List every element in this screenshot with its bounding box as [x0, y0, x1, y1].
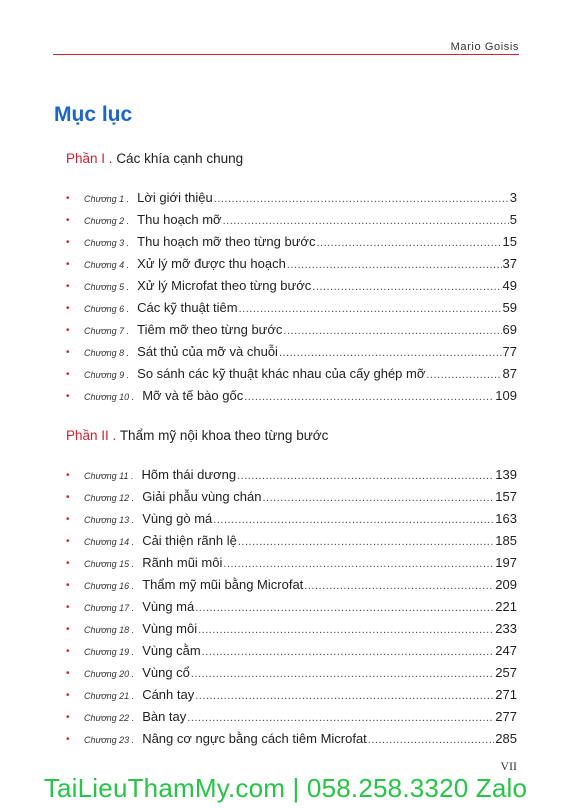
toc-entry[interactable] [66, 555, 517, 577]
chapter-label: Chương 20 . [84, 669, 135, 679]
chapter-title: Vùng má [142, 599, 195, 614]
dot-leader [244, 391, 494, 403]
dot-leader [426, 369, 501, 381]
bullet-icon: • [66, 690, 70, 701]
toc-entry[interactable] [66, 366, 517, 388]
chapter-title: Vùng môi [142, 621, 198, 636]
toc-entry[interactable] [66, 731, 517, 753]
bullet-icon: • [66, 734, 70, 745]
dot-leader [191, 668, 494, 680]
chapter-page-number: 247 [495, 643, 517, 658]
chapter-label: Chương 13 . [84, 515, 135, 525]
toc-entry[interactable] [66, 599, 517, 621]
chapter-label: Chương 12 . [84, 493, 135, 503]
toc-entry[interactable] [66, 300, 517, 322]
chapter-page-number: 277 [495, 709, 517, 724]
chapter-title: Mỡ và tế bào gốc [142, 388, 244, 403]
chapter-page-number: 37 [502, 256, 517, 271]
toc-entry[interactable] [66, 190, 517, 212]
chapter-page-number: 163 [495, 511, 517, 526]
chapter-title: Nâng cơ ngực bằng cách tiêm Microfat [142, 731, 367, 746]
bullet-icon: • [66, 514, 70, 525]
part-title: Thẩm mỹ nội khoa theo từng bước [119, 428, 329, 443]
toc-entry[interactable] [66, 643, 517, 665]
dot-leader [368, 734, 495, 746]
chapter-title: Vùng cổ [142, 665, 190, 680]
chapter-page-number: 185 [495, 533, 517, 548]
bullet-icon: • [66, 347, 70, 358]
toc-entry[interactable] [66, 621, 517, 643]
toc-entry[interactable] [66, 489, 517, 511]
chapter-page-number: 69 [502, 322, 517, 337]
chapter-title: So sánh các kỹ thuật khác nhau của cấy ghép mỡ [137, 366, 426, 381]
chapter-page-number: 77 [502, 344, 517, 359]
chapter-label: Chương 15 . [84, 559, 135, 569]
toc-entry[interactable] [66, 256, 517, 278]
toc-list-part-1 [66, 190, 517, 410]
chapter-title: Vùng cằm [142, 643, 201, 658]
toc-entry[interactable] [66, 511, 517, 533]
toc-entry[interactable] [66, 577, 517, 599]
page-number: VII [500, 759, 517, 773]
dot-leader [283, 325, 501, 337]
bullet-icon: • [66, 281, 70, 292]
bullet-icon: • [66, 470, 70, 481]
chapter-page-number: 139 [495, 467, 517, 482]
chapter-page-number: 15 [502, 234, 517, 249]
toc-entry[interactable] [66, 687, 517, 709]
chapter-label: Chương 1 . [84, 194, 130, 204]
toc-entry[interactable] [66, 533, 517, 555]
header-rule [53, 54, 519, 55]
chapter-title: Rãnh mũi môi [142, 555, 223, 570]
chapter-label: Chương 5 . [84, 282, 130, 292]
bullet-icon: • [66, 215, 70, 226]
dot-leader [202, 646, 495, 658]
chapter-label: Chương 19 . [84, 647, 135, 657]
chapter-page-number: 209 [495, 577, 517, 592]
chapter-title: Vùng gò má [142, 511, 213, 526]
dot-leader [187, 712, 494, 724]
chapter-label: Chương 18 . [84, 625, 135, 635]
chapter-page-number: 5 [509, 212, 517, 227]
toc-entry[interactable] [66, 665, 517, 687]
dot-leader [213, 514, 494, 526]
chapter-page-number: 59 [502, 300, 517, 315]
toc-entry[interactable] [66, 212, 517, 234]
bullet-icon: • [66, 580, 70, 591]
toc-entry[interactable] [66, 234, 517, 256]
chapter-label: Chương 6 . [84, 304, 130, 314]
dot-leader [195, 602, 494, 614]
bullet-icon: • [66, 602, 70, 613]
chapter-title: Thẩm mỹ mũi bằng Microfat [142, 577, 304, 592]
bullet-icon: • [66, 391, 70, 402]
chapter-page-number: 257 [495, 665, 517, 680]
chapter-label: Chương 17 . [84, 603, 135, 613]
dot-leader [239, 303, 502, 315]
part-heading-2 [66, 428, 328, 443]
chapter-title: Lời giới thiệu [137, 190, 213, 205]
chapter-page-number: 221 [495, 599, 517, 614]
bullet-icon: • [66, 492, 70, 503]
toc-entry[interactable] [66, 344, 517, 366]
chapter-label: Chương 7 . [84, 326, 130, 336]
dot-leader [214, 193, 509, 205]
bullet-icon: • [66, 668, 70, 679]
chapter-title: Tiêm mỡ theo từng bước [137, 322, 283, 337]
chapter-title: Các kỹ thuật tiêm [137, 300, 238, 315]
toc-list-part-2 [66, 467, 517, 753]
chapter-label: Chương 16 . [84, 581, 135, 591]
chapter-title: Xử lý Microfat theo từng bước [137, 278, 312, 293]
part-title: Các khía cạnh chung [116, 151, 244, 166]
chapter-page-number: 87 [502, 366, 517, 381]
dot-leader [287, 259, 502, 271]
dot-leader [223, 215, 509, 227]
dot-leader [279, 347, 502, 359]
chapter-page-number: 49 [502, 278, 517, 293]
dot-leader [195, 690, 494, 702]
dot-leader [262, 492, 494, 504]
toc-entry[interactable] [66, 467, 517, 489]
chapter-page-number: 233 [495, 621, 517, 636]
chapter-label: Chương 9 . [84, 370, 130, 380]
part-label: Phần I . [66, 151, 113, 166]
toc-entry[interactable] [66, 709, 517, 731]
chapter-title: Bàn tay [142, 709, 187, 724]
chapter-label: Chương 2 . [84, 216, 130, 226]
dot-leader [238, 536, 494, 548]
chapter-label: Chương 21 . [84, 691, 135, 701]
chapter-page-number: 109 [495, 388, 517, 403]
watermark-text: TaiLieuThamMy.com | 058.258.3320 Zalo [43, 773, 528, 803]
chapter-title: Cánh tay [142, 687, 195, 702]
chapter-label: Chương 3 . [84, 238, 130, 248]
bullet-icon: • [66, 193, 70, 204]
chapter-label: Chương 23 . [84, 735, 135, 745]
dot-leader [198, 624, 494, 636]
chapter-label: Chương 14 . [84, 537, 135, 547]
bullet-icon: • [66, 369, 70, 380]
chapter-title: Xử lý mỡ được thu hoạch [137, 256, 286, 271]
bullet-icon: • [66, 646, 70, 657]
bullet-icon: • [66, 624, 70, 635]
bullet-icon: • [66, 712, 70, 723]
toc-title: Mục lục [54, 103, 133, 126]
chapter-page-number: 157 [495, 489, 517, 504]
chapter-page-number: 271 [495, 687, 517, 702]
chapter-page-number: 285 [495, 731, 517, 746]
bullet-icon: • [66, 325, 70, 336]
chapter-label: Chương 8 . [84, 348, 130, 358]
chapter-title: Giải phẫu vùng chán [142, 489, 262, 504]
dot-leader [312, 281, 501, 293]
part-heading-1 [66, 151, 243, 166]
chapter-page-number: 3 [509, 190, 517, 205]
toc-entry[interactable] [66, 388, 517, 410]
chapter-title: Thu hoạch mỡ [137, 212, 222, 227]
chapter-label: Chương 11 . [84, 471, 134, 481]
dot-leader [316, 237, 501, 249]
part-label: Phần II . [66, 428, 117, 443]
chapter-title: Thu hoạch mỡ theo từng bước [137, 234, 316, 249]
running-header-author: Mario Goisis [450, 41, 519, 53]
dot-leader [237, 470, 494, 482]
dot-leader [304, 580, 494, 592]
bullet-icon: • [66, 536, 70, 547]
toc-entry[interactable] [66, 322, 517, 344]
toc-entry[interactable] [66, 278, 517, 300]
chapter-label: Chương 10 . [84, 392, 135, 402]
chapter-title: Cải thiện rãnh lệ [142, 533, 237, 548]
chapter-page-number: 197 [495, 555, 517, 570]
dot-leader [223, 558, 494, 570]
chapter-label: Chương 22 . [84, 713, 135, 723]
bullet-icon: • [66, 237, 70, 248]
chapter-label: Chương 4 . [84, 260, 130, 270]
chapter-title: Hõm thái dương [141, 467, 237, 482]
bullet-icon: • [66, 259, 70, 270]
bullet-icon: • [66, 558, 70, 569]
chapter-title: Sát thủ của mỡ và chuỗi [137, 344, 278, 359]
bullet-icon: • [66, 303, 70, 314]
